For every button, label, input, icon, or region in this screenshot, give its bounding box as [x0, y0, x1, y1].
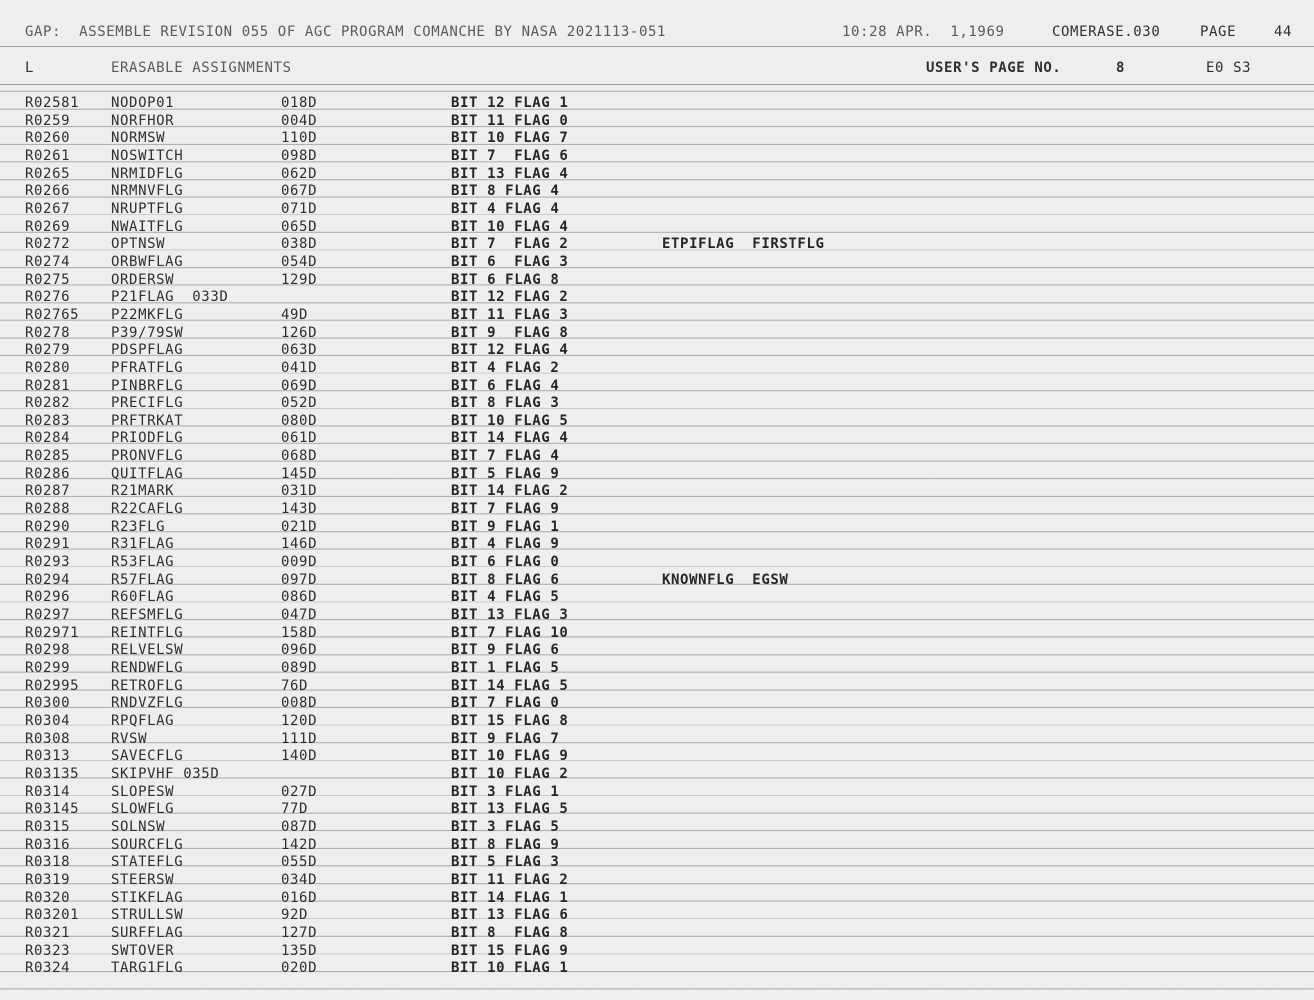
row-address: 004D [281, 112, 318, 129]
row-id: R0287 [25, 483, 71, 500]
table-row [0, 553, 1314, 571]
table-row [0, 677, 1314, 695]
row-name: R23FLG [111, 518, 166, 535]
row-id: R0296 [25, 589, 71, 606]
table-row [0, 641, 1314, 659]
row-id: R0281 [25, 377, 71, 394]
assignment-table [0, 94, 1314, 977]
row-note: ETPIFLAG FIRSTFLG [662, 236, 825, 253]
row-id: R0267 [25, 200, 71, 217]
row-id: R0321 [25, 924, 71, 941]
row-bit-flag: BIT 9 FLAG 8 [451, 324, 569, 341]
table-row [0, 412, 1314, 430]
row-address: 098D [281, 147, 318, 164]
table-row [0, 906, 1314, 924]
row-address: 76D [281, 677, 309, 694]
table-row [0, 500, 1314, 518]
table-row [0, 853, 1314, 871]
row-address: 097D [281, 571, 318, 588]
row-bit-flag: BIT 7 FLAG 0 [451, 695, 560, 712]
row-id: R0259 [25, 112, 71, 129]
row-name: NODOP01 [111, 95, 175, 111]
row-bit-flag: BIT 10 FLAG 1 [451, 960, 569, 977]
row-address: 067D [281, 183, 318, 200]
row-id: R0278 [25, 324, 71, 341]
row-id: R0318 [25, 854, 71, 871]
row-name: NRUPTFLG [111, 200, 184, 217]
row-address: 49D [281, 306, 309, 323]
row-address: 089D [281, 660, 318, 676]
row-address: 135D [281, 942, 318, 959]
row-id: R0308 [25, 730, 71, 747]
table-row [0, 253, 1314, 271]
row-id: R0293 [25, 554, 71, 571]
row-name: R21MARK [111, 483, 175, 500]
row-bit-flag: BIT 5 FLAG 3 [451, 854, 560, 871]
page-number: 44 [1274, 24, 1293, 40]
row-bit-flag: BIT 3 FLAG 5 [451, 818, 560, 835]
row-name: ORDERSW [111, 271, 175, 288]
row-address: 087D [281, 818, 318, 835]
row-address: 047D [281, 607, 318, 624]
row-address: 071D [281, 200, 318, 217]
table-row [0, 571, 1314, 589]
row-name: R22CAFLG [111, 501, 184, 518]
row-bit-flag: BIT 8 FLAG 6 [451, 571, 560, 588]
row-address: 034D [281, 871, 318, 888]
row-bit-flag: BIT 9 FLAG 6 [451, 642, 560, 659]
row-bit-flag: BIT 9 FLAG 7 [451, 730, 560, 747]
row-name: TARG1FLG [111, 960, 184, 977]
row-name: P21FLAG 033D [111, 289, 229, 306]
row-id: R0298 [25, 642, 71, 659]
row-name: SLOPESW [111, 783, 175, 800]
row-bit-flag: BIT 14 FLAG 2 [451, 483, 569, 500]
row-bit-flag: BIT 11 FLAG 2 [451, 871, 569, 888]
page-label: PAGE [1200, 24, 1237, 40]
row-name: SAVECFLG [111, 748, 184, 765]
table-row [0, 871, 1314, 889]
row-name: P39/79SW [111, 324, 184, 341]
row-address: 110D [281, 130, 318, 147]
table-row [0, 836, 1314, 854]
eo-code: E0 S3 [1206, 60, 1252, 76]
row-bit-flag: BIT 7 FLAG 6 [451, 147, 569, 164]
table-row [0, 465, 1314, 483]
table-row [0, 306, 1314, 324]
row-bit-flag: BIT 4 FLAG 2 [451, 359, 560, 376]
header-divider [0, 84, 1314, 85]
row-address: 018D [281, 95, 318, 111]
row-name: SLOWFLG [111, 801, 175, 818]
row-name: NRMIDFLG [111, 165, 184, 182]
row-name: ORBWFLAG [111, 253, 184, 270]
row-name: R57FLAG [111, 571, 175, 588]
row-address: 062D [281, 165, 318, 182]
table-row [0, 235, 1314, 253]
row-address: 145D [281, 465, 318, 482]
table-row [0, 377, 1314, 395]
row-id: R0313 [25, 748, 71, 765]
row-id: R03135 [25, 765, 80, 782]
row-name: STATEFLG [111, 854, 184, 871]
row-name: STIKFLAG [111, 889, 184, 906]
row-bit-flag: BIT 9 FLAG 1 [451, 518, 560, 535]
row-address: 065D [281, 218, 318, 235]
table-row [0, 482, 1314, 500]
section-code: L [25, 60, 35, 76]
row-bit-flag: BIT 8 FLAG 3 [451, 395, 560, 412]
row-bit-flag: BIT 5 FLAG 9 [451, 465, 560, 482]
row-address: 129D [281, 271, 318, 288]
row-name: RVSW [111, 730, 148, 747]
row-bit-flag: BIT 10 FLAG 9 [451, 748, 569, 765]
row-bit-flag: BIT 12 FLAG 4 [451, 342, 569, 359]
row-address: 126D [281, 324, 318, 341]
row-name: NOSWITCH [111, 147, 184, 164]
table-row [0, 288, 1314, 306]
table-row [0, 959, 1314, 977]
row-bit-flag: BIT 11 FLAG 0 [451, 112, 569, 129]
row-id: R0320 [25, 889, 71, 906]
table-row [0, 942, 1314, 960]
row-bit-flag: BIT 7 FLAG 2 [451, 236, 569, 253]
row-bit-flag: BIT 8 FLAG 8 [451, 924, 569, 941]
row-address: 054D [281, 253, 318, 270]
table-row [0, 341, 1314, 359]
row-name: STEERSW [111, 871, 175, 888]
row-name: REFSMFLG [111, 607, 184, 624]
row-id: R0275 [25, 271, 71, 288]
row-bit-flag: BIT 6 FLAG 8 [451, 271, 560, 288]
row-bit-flag: BIT 6 FLAG 4 [451, 377, 560, 394]
table-row [0, 324, 1314, 342]
row-id: R0299 [25, 660, 71, 676]
row-bit-flag: BIT 14 FLAG 4 [451, 430, 569, 447]
row-name: STRULLSW [111, 907, 184, 924]
row-name: RELVELSW [111, 642, 184, 659]
row-address: 086D [281, 589, 318, 606]
row-bit-flag: BIT 13 FLAG 3 [451, 607, 569, 624]
row-name: RNDVZFLG [111, 695, 184, 712]
header-divider [0, 46, 1314, 47]
row-bit-flag: BIT 13 FLAG 6 [451, 907, 569, 924]
row-name: RENDWFLG [111, 660, 184, 676]
row-name: OPTNSW [111, 236, 166, 253]
row-bit-flag: BIT 15 FLAG 9 [451, 942, 569, 959]
row-address: 77D [281, 801, 309, 818]
row-bit-flag: BIT 10 FLAG 5 [451, 412, 569, 429]
row-id: R0288 [25, 501, 71, 518]
row-id: R0284 [25, 430, 71, 447]
table-row [0, 800, 1314, 818]
row-address: 041D [281, 359, 318, 376]
row-bit-flag: BIT 3 FLAG 1 [451, 783, 560, 800]
table-row [0, 200, 1314, 218]
row-address: 127D [281, 924, 318, 941]
row-id: R02765 [25, 306, 80, 323]
row-id: R0274 [25, 253, 71, 270]
row-id: R0300 [25, 695, 71, 712]
row-name: PRFTRKAT [111, 412, 184, 429]
row-id: R0319 [25, 871, 71, 888]
row-address: 080D [281, 412, 318, 429]
row-address: 92D [281, 907, 309, 924]
row-address: 055D [281, 854, 318, 871]
row-id: R0279 [25, 342, 71, 359]
row-bit-flag: BIT 4 FLAG 9 [451, 536, 560, 553]
row-id: R03145 [25, 801, 80, 818]
row-id: R02971 [25, 624, 80, 641]
table-row [0, 765, 1314, 783]
row-id: R0316 [25, 836, 71, 853]
row-address: 052D [281, 395, 318, 412]
row-bit-flag: BIT 6 FLAG 0 [451, 554, 560, 571]
row-bit-flag: BIT 14 FLAG 5 [451, 677, 569, 694]
row-bit-flag: BIT 10 FLAG 7 [451, 130, 569, 147]
table-row [0, 129, 1314, 147]
table-row [0, 429, 1314, 447]
row-id: R0315 [25, 818, 71, 835]
row-name: P22MKFLG [111, 306, 184, 323]
row-bit-flag: BIT 7 FLAG 9 [451, 501, 560, 518]
table-row [0, 606, 1314, 624]
row-bit-flag: BIT 12 FLAG 1 [451, 95, 569, 111]
row-id: R0276 [25, 289, 71, 306]
users-page-label: USER'S PAGE NO. [926, 60, 1062, 76]
row-name: NORMSW [111, 130, 166, 147]
table-row [0, 747, 1314, 765]
row-id: R0266 [25, 183, 71, 200]
row-id: R0285 [25, 448, 71, 465]
row-bit-flag: BIT 15 FLAG 8 [451, 712, 569, 729]
table-row [0, 271, 1314, 289]
table-row [0, 730, 1314, 748]
row-address: 111D [281, 730, 318, 747]
row-address: 009D [281, 554, 318, 571]
row-address: 143D [281, 501, 318, 518]
row-name: PRONVFLG [111, 448, 184, 465]
table-row [0, 218, 1314, 236]
row-address: 021D [281, 518, 318, 535]
row-bit-flag: BIT 6 FLAG 3 [451, 253, 569, 270]
row-address: 140D [281, 748, 318, 765]
row-name: NORFHOR [111, 112, 175, 129]
row-id: R03201 [25, 907, 80, 924]
row-id: R0297 [25, 607, 71, 624]
row-bit-flag: BIT 13 FLAG 4 [451, 165, 569, 182]
row-id: R0260 [25, 130, 71, 147]
row-note: KNOWNFLG EGSW [662, 571, 789, 588]
row-address: 008D [281, 695, 318, 712]
table-row [0, 94, 1314, 112]
row-address: 146D [281, 536, 318, 553]
row-id: R0261 [25, 147, 71, 164]
row-address: 063D [281, 342, 318, 359]
row-bit-flag: BIT 7 FLAG 4 [451, 448, 560, 465]
row-id: R0282 [25, 395, 71, 412]
row-name: SWTOVER [111, 942, 175, 959]
table-row [0, 659, 1314, 677]
row-bit-flag: BIT 4 FLAG 5 [451, 589, 560, 606]
row-address: 031D [281, 483, 318, 500]
row-name: SOURCFLG [111, 836, 184, 853]
table-row [0, 147, 1314, 165]
row-address: 158D [281, 624, 318, 641]
table-row [0, 588, 1314, 606]
section-title: ERASABLE ASSIGNMENTS [111, 60, 292, 76]
row-id: R0280 [25, 359, 71, 376]
table-row [0, 359, 1314, 377]
row-bit-flag: BIT 13 FLAG 5 [451, 801, 569, 818]
row-address: 142D [281, 836, 318, 853]
table-row [0, 624, 1314, 642]
row-id: R0290 [25, 518, 71, 535]
row-id: R0286 [25, 465, 71, 482]
row-bit-flag: BIT 4 FLAG 4 [451, 200, 560, 217]
assembly-title: GAP: ASSEMBLE REVISION 055 OF AGC PROGRAM COMANCHE BY NASA 2021113-051 [25, 24, 667, 40]
row-name: RPQFLAG [111, 712, 175, 729]
row-id: R0272 [25, 236, 71, 253]
row-address: 069D [281, 377, 318, 394]
table-row [0, 112, 1314, 130]
table-row [0, 394, 1314, 412]
row-bit-flag: BIT 14 FLAG 1 [451, 889, 569, 906]
row-id: R0294 [25, 571, 71, 588]
row-name: PDSPFLAG [111, 342, 184, 359]
row-name: SOLNSW [111, 818, 166, 835]
row-name: R31FLAG [111, 536, 175, 553]
table-row [0, 924, 1314, 942]
row-address: 096D [281, 642, 318, 659]
row-bit-flag: BIT 7 FLAG 10 [451, 624, 569, 641]
row-address: 061D [281, 430, 318, 447]
row-bit-flag: BIT 11 FLAG 3 [451, 306, 569, 323]
timestamp: 10:28 APR. 1,1969 [842, 24, 1005, 40]
row-bit-flag: BIT 12 FLAG 2 [451, 289, 569, 306]
row-name: R53FLAG [111, 554, 175, 571]
row-id: R0324 [25, 960, 71, 977]
table-row [0, 712, 1314, 730]
table-row [0, 447, 1314, 465]
table-row [0, 518, 1314, 536]
row-address: 038D [281, 236, 318, 253]
row-name: QUITFLAG [111, 465, 184, 482]
row-address: 027D [281, 783, 318, 800]
row-address: 016D [281, 889, 318, 906]
row-id: R0314 [25, 783, 71, 800]
users-page-number: 8 [1116, 60, 1126, 76]
row-id: R0304 [25, 712, 71, 729]
row-name: NWAITFLG [111, 218, 184, 235]
row-id: R02581 [25, 95, 80, 111]
row-id: R0265 [25, 165, 71, 182]
file-name: COMERASE.030 [1052, 24, 1161, 40]
row-address: 120D [281, 712, 318, 729]
row-address: 020D [281, 960, 318, 977]
row-name: NRMNVFLG [111, 183, 184, 200]
row-bit-flag: BIT 10 FLAG 2 [451, 765, 569, 782]
row-name: PRECIFLG [111, 395, 184, 412]
row-bit-flag: BIT 10 FLAG 4 [451, 218, 569, 235]
row-id: R0291 [25, 536, 71, 553]
table-row [0, 182, 1314, 200]
table-row [0, 535, 1314, 553]
row-name: PRIODFLG [111, 430, 184, 447]
table-row [0, 783, 1314, 801]
row-id: R0269 [25, 218, 71, 235]
row-name: RETROFLG [111, 677, 184, 694]
table-row [0, 889, 1314, 907]
row-name: SURFFLAG [111, 924, 184, 941]
row-id: R0323 [25, 942, 71, 959]
table-row [0, 694, 1314, 712]
row-name: PINBRFLG [111, 377, 184, 394]
row-bit-flag: BIT 8 FLAG 4 [451, 183, 560, 200]
row-id: R0283 [25, 412, 71, 429]
row-name: R60FLAG [111, 589, 175, 606]
row-name: PFRATFLG [111, 359, 184, 376]
row-bit-flag: BIT 8 FLAG 9 [451, 836, 560, 853]
row-bit-flag: BIT 1 FLAG 5 [451, 660, 560, 676]
table-row [0, 165, 1314, 183]
row-name: REINTFLG [111, 624, 184, 641]
row-name: SKIPVHF 035D [111, 765, 220, 782]
page-header [0, 0, 1314, 90]
table-row [0, 818, 1314, 836]
row-id: R02995 [25, 677, 80, 694]
row-address: 068D [281, 448, 318, 465]
